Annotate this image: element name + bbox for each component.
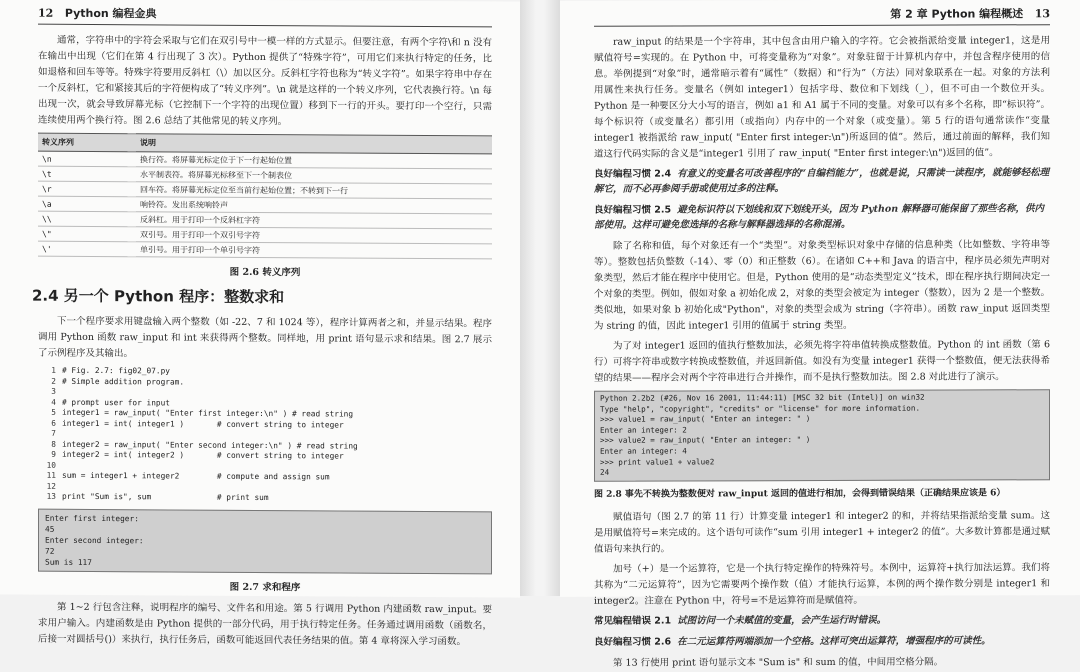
- shell-line: Type "help", "copyright", "credits" or "license" for more information.: [600, 403, 921, 414]
- right-paragraph-1: raw_input 的结果是一个字符串，其中包含由用户输入的字符。它会被指派给变量 integer1，这是用赋值符号=实现的。在 Python 中，可将变量称为“对象”。对象驻留于计算机内存中，并包含程序使用的信息。举例提到“对象”时，通常暗示着有“属性”（数据）和“行为”（方法）同对象联系在一起。对象的方法利用属性来执行任务。变量名（例如 integer1）包括字母、数位和下划线（_），但不可由一个数位开头。Python 是一种要区分大小写的语言，例如 a1 和 A1 属于不同的变量。对象可以有多个名称，即“标识符”。每个标识符（或变量名）都引用（或指向）内存中的一个对象（或变量）。第 5 行的语句通常读作“变量 integer1 被指派给 raw_input( "Enter first integer:\n")所返回的值”。然后，通过前面的解释，我们知道这行代码实际的含义是“integer1 引用了 raw_input( "Enter first integer:\n")返回的值”。: [594, 35, 1050, 160]
- right-cut-line: 第 13 行使用 print 语句显示文本 "Sum is" 和 sum 的值，中间用空格分隔。: [613, 656, 944, 669]
- right-running-head: [594, 5, 1050, 27]
- code-line-text: integer1 = int( integer1 ) # convert string to integer: [62, 418, 344, 430]
- section-heading: 2.4 另一个 Python 程序：整数求和: [32, 286, 285, 307]
- left-book-title: Python 编程金典: [64, 6, 157, 21]
- chapter-title: 第 2 章 Python 编程概述: [890, 7, 1024, 21]
- intro-paragraph: 通常，字符串中的字符会采取与它们在双引号中一模一样的方式显示。但要注意，有两个字符\和 n 没有在输出中出现（它们在第 4 行出现了 3 次）。Python 提供了“特殊字符”，可用它们来执行特定的任务，比如退格和回车等等。特殊字符要用反斜杠（\）加以区分。反斜杠字符也称为“转义字符”。如果字符串中存在一个反斜杠，它和紧接其后的字符便构成了“转义序列”。\n 就是这样的一个转义序列，它代表换行符。\n 每出现一次，就会导致屏幕光标（它控制下一个字符的出现位置）移到下一行的开头。要打印一个空行，只需连续使用两个换行符。图 2.6 总结了其他常见的转义序列。: [38, 34, 492, 128]
- left-page: [0, 0, 520, 647]
- output-line: Enter second integer:: [45, 535, 144, 545]
- escape-description-cell: 换行符。将屏幕光标定位于下一行起始位置: [136, 152, 492, 169]
- escape-description-cell: 水平制表符。将屏幕光标移至下一个制表位: [136, 167, 492, 184]
- shell-caption: 图 2.8 事先不转换为整数便对 raw_input 返回的值进行相加，会得到错误结果（正确结果应该是 6）: [594, 488, 1006, 500]
- escape-sequence-cell: \t: [38, 166, 136, 182]
- tip-label: 常见编程错误 2.1: [594, 615, 672, 627]
- right-paragraph-5: 加号（+）是一个运算符，它是一个执行特定操作的特殊符号。本例中，运算符+执行加法运算。我们将其称为“二元运算符”，因为它需要两个操作数（值）才能执行运算，本例的两个操作数分别是 integer1 和 integer2。注意在 Python 中，符号=不是运算符而是赋值符。: [594, 561, 1050, 607]
- shell-line: Enter an integer: 2: [600, 425, 687, 435]
- code-line-number: 8: [51, 439, 56, 449]
- output-line: 72: [45, 546, 55, 556]
- escape-sequence-cell: \': [38, 241, 136, 257]
- code-line-number: 12: [46, 481, 56, 491]
- escape-sequence-cell: \\: [38, 211, 136, 227]
- code-line-number: 5: [51, 407, 56, 417]
- good-practice-2-5: [594, 201, 1050, 233]
- right-page-number: 13: [1034, 7, 1050, 21]
- good-practice-2-4: [594, 165, 1050, 197]
- shell-line: >>> value2 = raw_input( "Enter an integer: " ): [600, 435, 811, 446]
- code-line-text: integer1 = raw_input( "Enter first integer:\n" ) # read string: [62, 407, 354, 419]
- code-line-text: # prompt user for input: [62, 397, 170, 407]
- code-line-text: print "Sum is", sum # print sum: [62, 491, 269, 503]
- escape-sequence-cell: \r: [38, 181, 136, 197]
- code-line-number: 4: [51, 397, 56, 407]
- code-line-number: 9: [51, 449, 56, 459]
- shell-line: Enter an integer: 4: [600, 446, 687, 456]
- code-line-text: # Fig. 2.7: fig02_07.py: [62, 365, 170, 376]
- table-row: [38, 241, 492, 259]
- code-line-number: 7: [51, 428, 56, 438]
- escape-description-cell: 双引号。用于打印一个双引号字符: [136, 227, 492, 244]
- right-paragraph-2: 除了名称和值，每个对象还有一个“类型”。对象类型标识对象中存储的信息种类（比如整数、字符串等等）。整数包括负整数（-14）、零（0）和正整数（6）。在诸如 C++和 Java 的语言中，程序员必须先声明对象类型，然后才能在程序中使用它。但是，Python 使用的是“动态类型定义”技术，即在程序执行期间决定一个对象的类型。例如，假如对象 a 初始化成 2，对象的类型会被定为 integer（整数），因为 2 是一个整数。类似地，如果对象 b 初始化成"Python"，对象的类型会成为 string（字符串）。函数 raw_input 返回类型为 string 的值，因此 integer1 引用的值属于 string 类型。: [594, 239, 1050, 332]
- tip-body: 试图访问一个未赋值的变量，会产生运行时错误。: [677, 614, 887, 627]
- escape-description-cell: 反斜杠。用于打印一个反斜杠字符: [136, 212, 492, 229]
- code-line-number: 1: [51, 365, 56, 375]
- escape-sequence-cell: \a: [38, 196, 136, 212]
- table-caption: 图 2.6 转义序列: [229, 266, 301, 279]
- code-line-number: 3: [51, 386, 56, 396]
- code-listing: [42, 366, 492, 505]
- escape-sequence-cell: \": [38, 226, 136, 242]
- right-page: [560, 0, 1080, 669]
- tip-body: 在二元运算符两端添加一个空格。这样可突出运算符，增强程序的可读性。: [677, 635, 991, 648]
- shell-line: >>> value1 = raw_input( "Enter an integer: " ): [600, 414, 811, 424]
- output-caption: 图 2.7 求和程序: [229, 581, 301, 593]
- code-line-text: integer2 = int( integer2 ) # convert string to integer: [62, 449, 344, 461]
- tip-label: 良好编程习惯 2.4: [594, 168, 672, 180]
- code-line-text: sum = integer1 + integer2 # compute and assign sum: [62, 470, 330, 482]
- book-gutter: [520, 0, 560, 596]
- escape-description-cell: 回车符。将屏幕光标定位至当前行起始位置；不转到下一行: [136, 182, 492, 199]
- shell-line: >>> print value1 + value2: [600, 456, 715, 467]
- code-line-number: 2: [51, 376, 56, 386]
- common-error-2-1: [594, 612, 1050, 629]
- section-paragraph: 下一个程序要求用键盘输入两个整数（如 -22、7 和 1024 等），程序计算两者之和，并显示结果。程序调用 Python 函数 raw_input 和 int 来获得两个整数。同样地，用 print 语句显示求和结果。图 2.7 展示了示例程序及其输出。: [38, 315, 492, 360]
- table-header-sequence: 转义序列: [38, 133, 136, 152]
- escape-description-cell: 响铃符。发出系统响铃声: [136, 197, 492, 214]
- escape-sequence-table: [38, 133, 492, 260]
- tip-body: 避免标识符以下划线和双下划线开头，因为 Python 解释器可能保留了那些名称，供内部使用。这样可避免您选择的名称与解释器选择的名称混淆。: [594, 203, 1044, 231]
- code-line-number: 13: [46, 491, 56, 501]
- code-line-number: 6: [51, 418, 56, 428]
- escape-description-cell: 单引号。用于打印一个单引号字符: [136, 242, 492, 259]
- program-output-box: [38, 508, 492, 574]
- interpreter-session-box: [594, 389, 1050, 481]
- shell-line: 24: [600, 467, 610, 477]
- shell-line: Python 2.2b2 (#26, Nov 16 2001, 11:44:11) [MSC 32 bit (Intel)] on win32: [600, 392, 925, 403]
- code-line-text: # Simple addition program.: [62, 376, 185, 387]
- output-line: Enter first integer:: [45, 513, 139, 523]
- right-paragraph-3: 为了对 integer1 返回的值执行整数加法，必须先将字符串值转换成整数值。Python 的 int 函数（第 6 行）可将字符串或数字转换成整数值，并返回新值。如没有为变量 integer1 获得一个整数值，便无法获得希望的结果——程序会对两个字符串进行合并操作，而不是执行整数加法。图 2.8 对此进行了演示。: [594, 339, 1050, 384]
- table-header-description: 说明: [136, 134, 492, 154]
- left-running-head: [38, 5, 492, 28]
- output-line: Sum is 117: [45, 557, 92, 567]
- bottom-paragraph: 第 1~2 行包含注释，说明程序的编号、文件名和用途。第 5 行调用 Python 内建函数 raw_input。要求用户输入。内建函数是由 Python 提供的一部分代码，用于执行特定任务。任务通过调用函数（函数名，后接一对圆括号()）来执行，执行任务后，函数可能返回代表任务结果的值。第 4 章将深入学习函数。: [38, 601, 492, 647]
- tip-label: 良好编程习惯 2.6: [594, 636, 672, 648]
- good-practice-2-6: [594, 633, 1050, 650]
- right-paragraph-4: 赋值语句（图 2.7 的第 11 行）计算变量 integer1 和 integer2 的和，并将结果指派给变量 sum。这是用赋值符号=来完成的。这个语句可读作“sum 引用 integer1 + integer2 的值”。大多数计算都是通过赋值语句来执行的。: [594, 509, 1051, 555]
- tip-label: 良好编程习惯 2.5: [594, 204, 672, 216]
- code-line-text: integer2 = raw_input( "Enter second integer:\n" ) # read string: [62, 439, 358, 451]
- tip-body: 有意义的变量名可改善程序的“自编档能力”，也就是说，只需读一读程序，就能够轻松理解它，而不必再参阅手册或使用过多的注释。: [594, 167, 1050, 195]
- escape-sequence-cell: \n: [38, 151, 136, 167]
- code-line-number: 11: [46, 470, 56, 480]
- code-line: [42, 492, 492, 505]
- output-line: 45: [45, 524, 55, 534]
- code-line-number: 10: [46, 460, 56, 470]
- left-page-number: 12: [38, 6, 54, 20]
